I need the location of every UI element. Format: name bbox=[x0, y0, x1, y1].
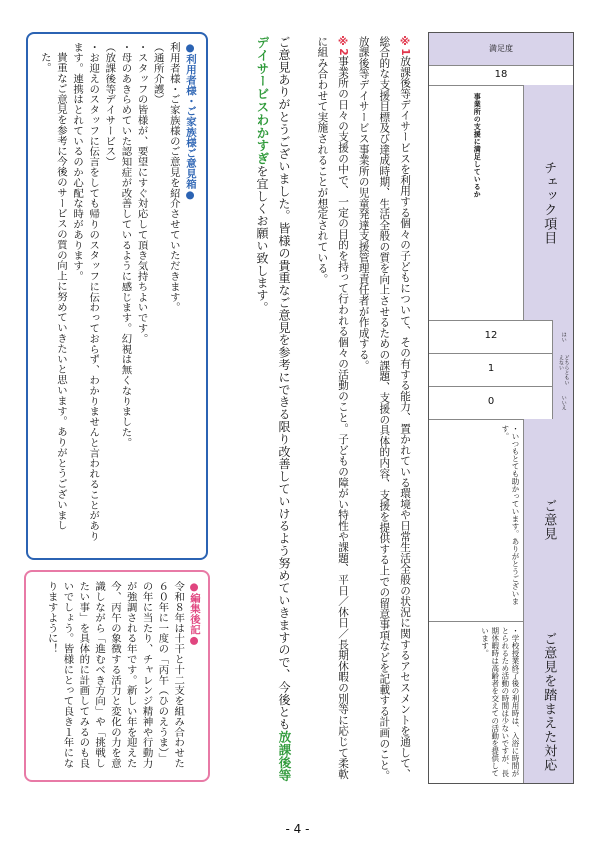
thanks-message bbox=[245, 36, 295, 786]
note-1-text: 放課後等デイサービスを利用する個々の子どもについて、その有する能力、置かれている環境や日常生活全般の状況に関するアセスメントを通して、総合的な支援目標及び達成時期、生活全般の質を向上させるための課題、支援の具体的内容、支援を提供する上での留意事項などを記載する計画のこと。放課後等デイサービス事業所の児童発達支援管理責任者が作成する。 bbox=[357, 36, 411, 782]
voices-item: ・お迎えのスタッフに伝言をしても帰りのスタッフに伝わっておらず、わかりませんと言われることがあります。連携はとれているのか心配な時があります。 bbox=[71, 42, 100, 542]
note-2 bbox=[312, 36, 353, 788]
note-1 bbox=[353, 36, 415, 788]
header-yes: はい bbox=[560, 331, 567, 342]
thanks-part2: を宜しくお願い致します。 bbox=[255, 165, 269, 314]
item-text: 事業所の支援に満足しているか bbox=[473, 93, 482, 198]
item-number: 18 bbox=[494, 69, 508, 80]
header-action: ご意見を踏まえた対応 bbox=[541, 632, 557, 772]
voices-box bbox=[26, 32, 208, 560]
header-opinion: ご意見 bbox=[541, 499, 557, 541]
facility-name: 放課後等デイサービスわかすぎ bbox=[255, 36, 292, 783]
voices-item: ・スタッフの皆様が、要望にすぐ対応して頂き気持ちよいです。 bbox=[135, 42, 148, 344]
unknown-band bbox=[429, 353, 573, 387]
header-check: チェック項目 bbox=[541, 160, 557, 245]
note-2-mark: ※2 bbox=[337, 36, 350, 56]
yes-band bbox=[429, 320, 573, 354]
voices-category-after-school: （放課後等デイサービス） bbox=[103, 42, 116, 167]
count-no: 0 bbox=[487, 396, 495, 407]
action-text: ・学校授業終了後の利用時は、入浴に時間がとられるため活動の時間は少ないですが、長期休暇時は高齢者を交えての活動を提供しています。 bbox=[480, 627, 520, 777]
voices-reply: 貴重なご意見を参考に今後のサービスの質の向上に努めていきたいと思います。ありがとうございました。 bbox=[38, 52, 67, 531]
voices-intro: 利用者様・ご家族様のご意見を紹介させていただきます。 bbox=[167, 42, 180, 313]
header-band bbox=[429, 33, 573, 66]
editor-box bbox=[24, 570, 210, 782]
count-unknown: 1 bbox=[487, 363, 495, 374]
no-band bbox=[429, 386, 573, 420]
note-1-mark: ※1 bbox=[399, 36, 411, 56]
check-band bbox=[429, 85, 573, 321]
action-band bbox=[429, 621, 573, 783]
count-yes: 12 bbox=[484, 330, 498, 341]
opinion-band bbox=[429, 419, 573, 622]
voices-item: ・母のあきらめていた認知症が改善しているように感じます。幻視は無くなりました。 bbox=[119, 42, 132, 448]
note-2-text: 事業所の日々の支援の中で、一定の目的を持って行われる個々の活動のこと。子どもの障がい特性や課題、平日／休日／長期休暇の別等に応じて柔軟に組み合わせて実施されることが想定されている。 bbox=[316, 36, 350, 780]
header-unknown: どちらともいえない bbox=[558, 354, 570, 385]
editor-heading: ●編集後記● bbox=[188, 581, 200, 647]
header-no: いいえ bbox=[560, 395, 567, 410]
item-number-band bbox=[429, 65, 573, 86]
notes bbox=[315, 36, 415, 788]
page-number: - 4 - bbox=[285, 822, 310, 836]
thanks-part1: ご意見ありがとうございました。皆様の貴重なご意見を参考にできる限り改善していけるよう努めていきますので、今後とも bbox=[277, 36, 291, 731]
header-satisfaction: 満足度 bbox=[489, 44, 513, 53]
opinion-text: ・いつもとても助かっています。ありがとうございます。 bbox=[500, 425, 520, 605]
voices-category-day-care: （通所介護） bbox=[151, 42, 164, 105]
voices-heading: ●利用者様・ご家族様ご意見箱● bbox=[184, 42, 196, 202]
editor-text: 令和８年は十干と十二支を組み合わせた６０年に一度の「丙午（ひのえうま）」の年に当たり、チャレンジ精神や行動力が強調される年です。新しい年を迎えた今、丙午の象徴する活力と変化の力を意識しながら「進むべき方向」や「挑戦したい事」を具体的に計画してみるのも良いでしょう。皆様にとって良き１年になりますように！ bbox=[45, 581, 185, 769]
survey-table bbox=[428, 32, 574, 784]
